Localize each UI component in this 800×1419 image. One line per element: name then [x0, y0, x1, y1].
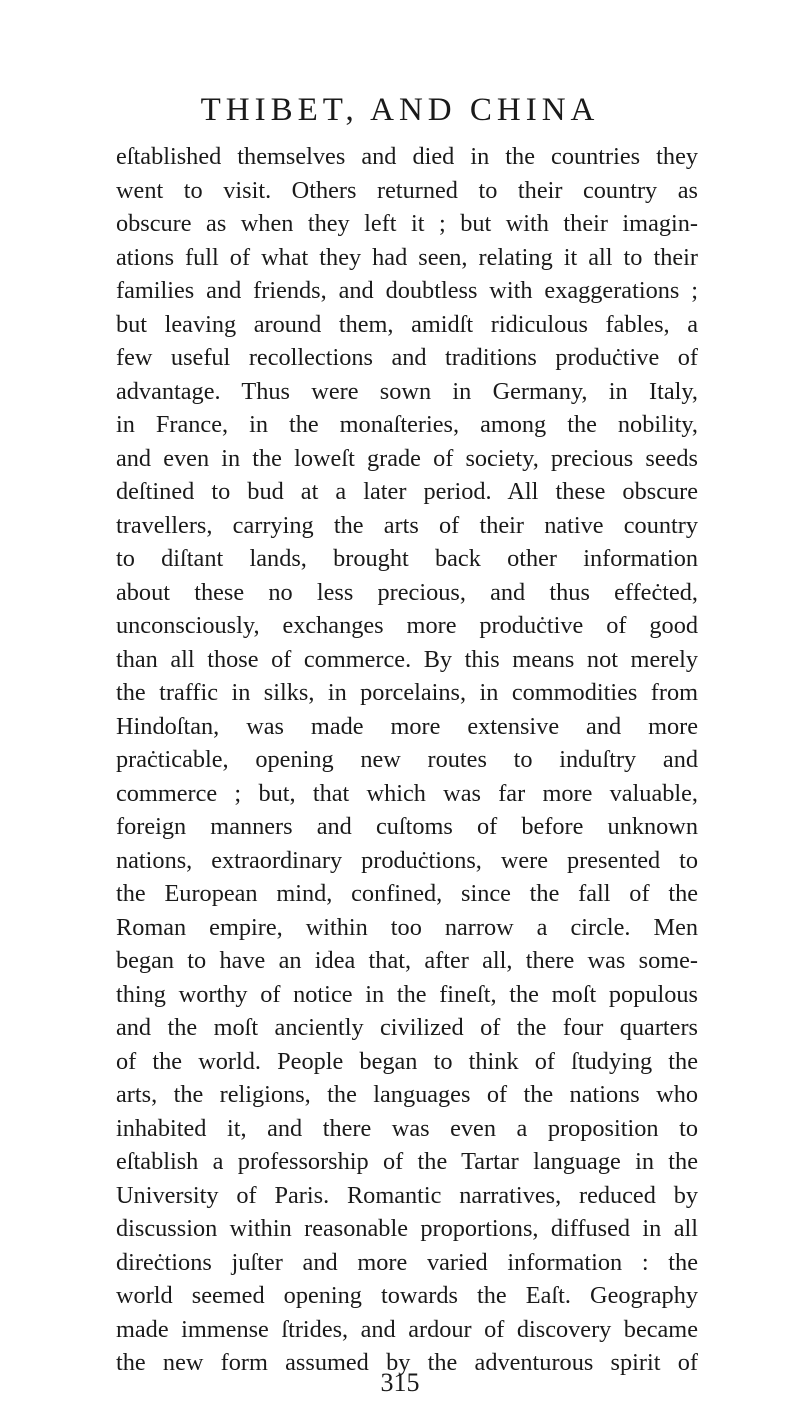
text-line: Hindoſtan, was made more extensive and more: [116, 712, 698, 740]
text-line: travellers, carrying the arts of their native country: [116, 511, 698, 539]
text-line: eſtablished themselves and died in the countries they: [116, 143, 698, 170]
text-line: in France, in the monaſteries, among the nobility,: [116, 411, 698, 438]
text-line: few useful recollections and traditions produċtive of: [116, 344, 698, 371]
text-line: went to visit. Others returned to their country as: [116, 176, 698, 204]
running-head: THIBET, AND CHINA: [200, 92, 600, 128]
text-line: and even in the loweſt grade of society, precious seeds: [116, 444, 698, 472]
text-line: the new form assumed by the adventurous spirit of: [116, 1349, 698, 1376]
body-text: [116, 140, 698, 1380]
text-line: made immense ſtrides, and ardour of discovery became: [116, 1315, 698, 1343]
text-line: to diſtant lands, brought back other information: [116, 545, 698, 572]
text-line: direċtions juſter and more varied information : the: [116, 1248, 698, 1276]
text-line: world seemed opening towards the Eaſt. Geography: [116, 1282, 698, 1309]
text-line: families and friends, and doubtless with exaggerations ;: [116, 277, 698, 304]
text-line: inhabited it, and there was even a proposition to: [116, 1114, 698, 1142]
text-line: advantage. Thus were sown in Germany, in Italy,: [116, 377, 698, 405]
text-line: arts, the religions, the languages of the nations who: [116, 1081, 698, 1108]
text-line: ations full of what they had seen, relating it all to their: [116, 243, 698, 271]
text-line: University of Paris. Romantic narratives, reduced by: [116, 1181, 698, 1209]
text-line: unconsciously, exchanges more produċtive of good: [116, 612, 698, 639]
text-line: eſtablish a professorship of the Tartar language in the: [116, 1148, 698, 1175]
text-line: thing worthy of notice in the fineſt, the moſt populous: [116, 980, 698, 1008]
page-number: 315: [380, 1368, 420, 1397]
text-line: began to have an idea that, after all, there was some-: [116, 947, 698, 974]
text-line: the traffic in silks, in porcelains, in commodities from: [116, 679, 698, 706]
text-line: obscure as when they left it ; but with their imagin-: [116, 210, 698, 237]
text-line: nations, extraordinary produċtions, were presented to: [116, 846, 698, 874]
text-line: but leaving around them, amidſt ridiculous fables, a: [116, 310, 698, 338]
text-line: commerce ; but, that which was far more valuable,: [116, 779, 698, 807]
text-line: Roman empire, within too narrow a circle. Men: [116, 913, 698, 941]
text-line: discussion within reasonable proportions, diffused in all: [116, 1215, 698, 1242]
text-line: the European mind, confined, since the fall of the: [116, 880, 698, 907]
text-line: praċticable, opening new routes to induſtry and: [116, 746, 698, 773]
text-line: deſtined to bud at a later period. All these obscure: [116, 478, 698, 505]
text-line: than all those of commerce. By this means not merely: [116, 645, 698, 673]
text-line: of the world. People began to think of ſtudying the: [116, 1047, 698, 1075]
text-line: about these no less precious, and thus effeċted,: [116, 578, 698, 606]
text-line: foreign manners and cuſtoms of before unknown: [116, 813, 698, 840]
text-line: and the moſt anciently civilized of the four quarters: [116, 1014, 698, 1041]
